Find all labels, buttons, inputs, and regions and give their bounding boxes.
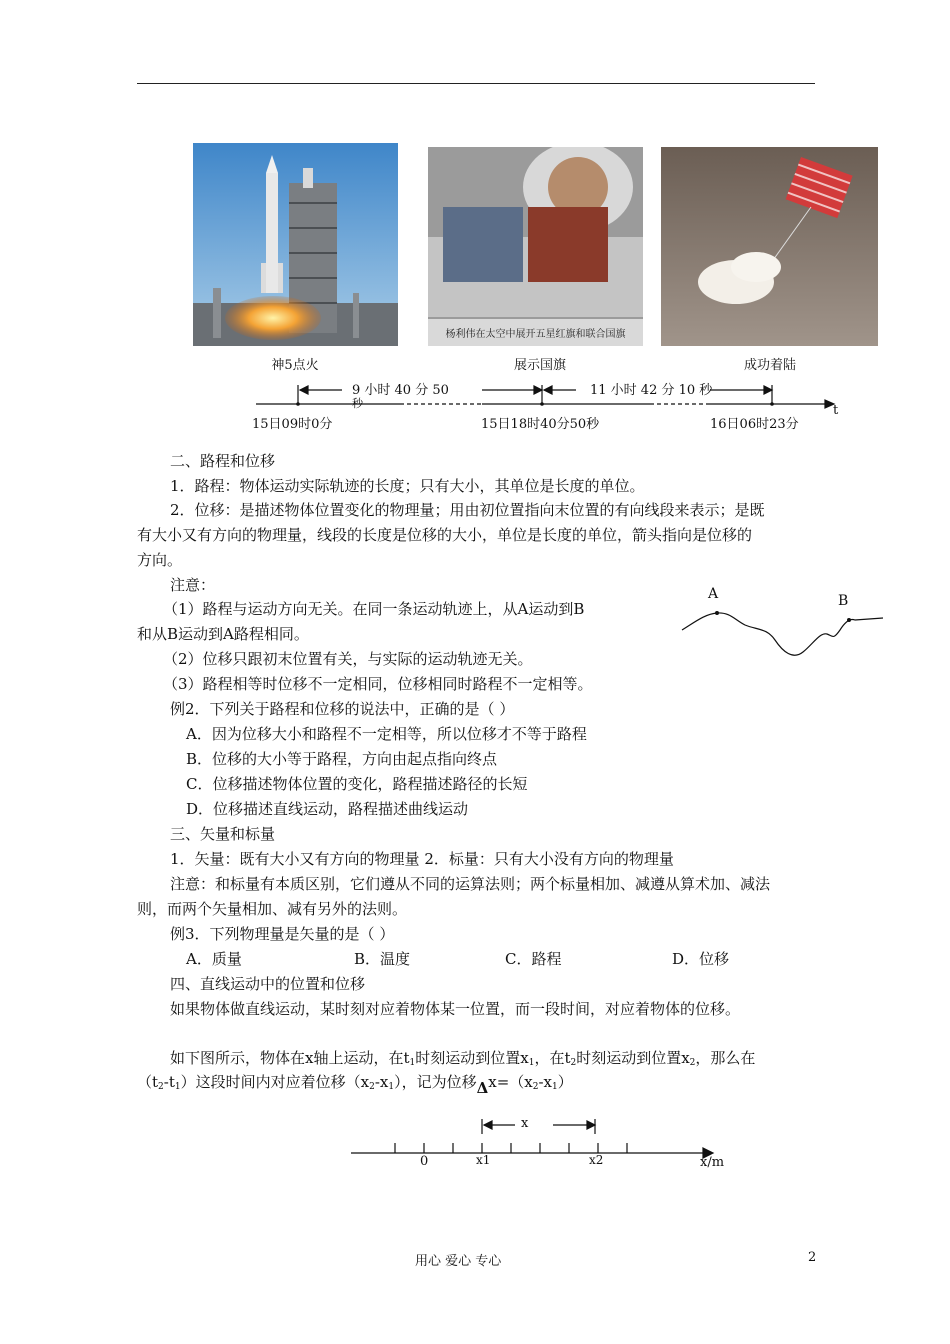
section2-heading: 二、路程和位移	[170, 452, 276, 470]
example3-question: 例3．下列物理量是矢量的是（ ）	[170, 925, 395, 943]
example3-option-b: B．温度	[354, 950, 411, 968]
number-line-x1-label: x1	[476, 1153, 491, 1167]
flag-photo-inner-caption: 杨利伟在太空中展开五星红旗和联合国旗	[445, 329, 626, 340]
curve-point-b-label: B	[838, 593, 849, 609]
example2-option-c: C．位移描述物体位置的变化，路程描述路径的长短	[186, 775, 528, 793]
section4-heading: 四、直线运动中的位置和位移	[170, 975, 366, 993]
note-label: 注意：	[170, 576, 216, 594]
distance-definition: 1．路程：物体运动实际轨迹的长度；只有大小，其单位是长度的单位。	[170, 477, 645, 495]
number-line-diagram	[345, 1112, 720, 1162]
number-line-x2-label: x2	[589, 1153, 604, 1167]
page-number: 2	[808, 1250, 817, 1265]
timeline-segment2-label: 11 小时 42 分 10 秒	[590, 383, 713, 398]
section4-paragraph2: 如下图所示，物体在x轴上运动，在$t_1$时刻运动到位置$x_1$，在$t_2$时刻运动到位置$x_2$，那么在	[170, 1049, 756, 1068]
timeline-axis-label: t	[833, 403, 839, 418]
vector-note-line2: 则，而两个矢量相加、减有另外的法则。	[137, 900, 408, 918]
number-line-unit-label: x/m	[700, 1155, 725, 1170]
section4-paragraph1: 如果物体做直线运动，某时刻对应着物体某一位置，而一段时间，对应着物体的位移。	[170, 1000, 741, 1018]
flag-caption: 展示国旗	[513, 358, 566, 373]
section4-paragraph3: $(t_2-t_1)$这段时间内对应着位移$(x_2-x_1)$，记为位移$\Delta x=(x_2-x_1)$	[137, 1073, 573, 1097]
example2-option-b: B．位移的大小等于路程，方向由起点指向终点	[186, 750, 498, 768]
note-1-line1: （1）路程与运动方向无关。在同一条运动轨迹上，从A运动到B	[163, 600, 585, 618]
rocket-launch-photo	[193, 143, 398, 346]
vector-scalar-definition: 1．矢量：既有大小又有方向的物理量 2．标量：只有大小没有方向的物理量	[170, 850, 674, 868]
timeline-time1: 15日09时0分	[252, 417, 333, 432]
curve-point-a-label: A	[708, 586, 719, 602]
header-rule	[137, 83, 815, 84]
timeline-time2: 15日18时40分50秒	[481, 417, 600, 432]
displacement-definition-line3: 方向。	[137, 551, 183, 569]
timeline-segment1-label-tail: 秒	[352, 397, 363, 410]
displacement-definition-line1: 2．位移：是描述物体位置变化的物理量；用由初位置指向末位置的有向线段来表示；是既	[170, 501, 765, 519]
launch-caption: 神5点火	[271, 358, 319, 373]
example3-option-d: D．位移	[672, 950, 730, 968]
example2-option-d: D．位移描述直线运动，路程描述曲线运动	[186, 800, 469, 818]
example3-option-c: C．路程	[505, 950, 562, 968]
vector-note-line1: 注意：和标量有本质区别，它们遵从不同的运算法则；两个标量相加、减遵从算术加、减法	[170, 875, 771, 893]
path-curve-diagram	[675, 600, 890, 670]
note-1-line2: 和从B运动到A路程相同。	[137, 625, 309, 643]
displacement-definition-line2: 有大小又有方向的物理量，线段的长度是位移的大小，单位是长度的单位，箭头指向是位移的	[137, 526, 753, 544]
landing-caption: 成功着陆	[743, 358, 796, 373]
landing-photo	[661, 147, 878, 346]
astronaut-flag-photo	[428, 147, 643, 346]
example2-question: 例2．下列关于路程和位移的说法中，正确的是（ ）	[170, 700, 515, 718]
note-3: （3）路程相等时位移不一定相同，位移相同时路程不一定相等。	[163, 675, 593, 693]
number-line-zero-label: 0	[420, 1154, 429, 1169]
footer-text: 用心 爱心 专心	[415, 1254, 502, 1269]
section3-heading: 三、矢量和标量	[170, 825, 276, 843]
example2-option-a: A．因为位移大小和路程不一定相等，所以位移才不等于路程	[186, 725, 587, 743]
number-line-x-label: x	[521, 1116, 529, 1131]
example3-option-a: A．质量	[186, 950, 242, 968]
timeline-segment1-label: 9 小时 40 分 50	[352, 383, 449, 398]
timeline-diagram	[250, 375, 850, 415]
timeline-time3: 16日06时23分	[710, 417, 799, 432]
note-2: （2）位移只跟初末位置有关，与实际的运动轨迹无关。	[163, 650, 533, 668]
